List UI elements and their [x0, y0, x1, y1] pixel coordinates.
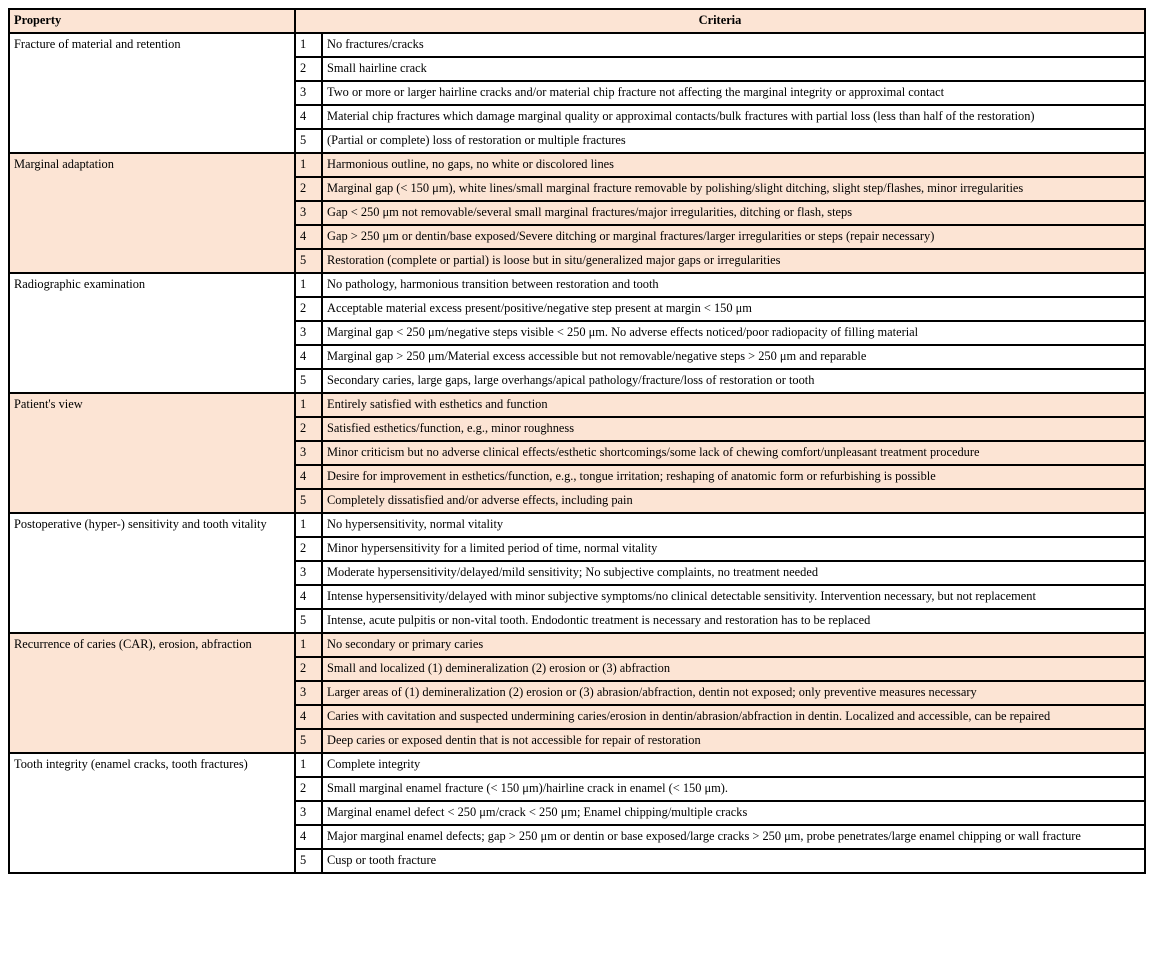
criteria-cell: Intense, acute pulpitis or non-vital tooth. Endodontic treatment is necessary and restoration has to be replaced — [322, 609, 1145, 633]
criteria-cell: No secondary or primary caries — [322, 633, 1145, 657]
criteria-cell: Satisfied esthetics/function, e.g., minor roughness — [322, 417, 1145, 441]
score-cell: 4 — [295, 105, 322, 129]
score-cell: 2 — [295, 297, 322, 321]
header-row — [9, 9, 1145, 33]
criteria-header: Criteria — [295, 9, 1145, 33]
property-cell: Fracture of material and retention — [9, 33, 295, 153]
criteria-cell: Small and localized (1) demineralization (2) erosion or (3) abfraction — [322, 657, 1145, 681]
property-cell: Radiographic examination — [9, 273, 295, 393]
criteria-cell: Marginal gap (< 150 μm), white lines/small marginal fracture removable by polishing/slight ditching, slight step/flashes, minor irregularities — [322, 177, 1145, 201]
score-cell: 3 — [295, 201, 322, 225]
criteria-cell: Gap > 250 μm or dentin/base exposed/Severe ditching or marginal fractures/larger irregularities or steps (repair necessary) — [322, 225, 1145, 249]
property-cell: Postoperative (hyper-) sensitivity and tooth vitality — [9, 513, 295, 633]
score-cell: 4 — [295, 465, 322, 489]
criteria-cell: Cusp or tooth fracture — [322, 849, 1145, 873]
score-cell: 3 — [295, 81, 322, 105]
score-cell: 4 — [295, 345, 322, 369]
score-cell: 1 — [295, 633, 322, 657]
criteria-cell: Gap < 250 μm not removable/several small marginal fractures/major irregularities, ditching or flash, steps — [322, 201, 1145, 225]
score-cell: 4 — [295, 585, 322, 609]
criteria-cell: Marginal gap < 250 μm/negative steps visible < 250 μm. No adverse effects noticed/poor radiopacity of filling material — [322, 321, 1145, 345]
criteria-cell: Completely dissatisfied and/or adverse effects, including pain — [322, 489, 1145, 513]
table-row — [9, 753, 1145, 777]
score-cell: 3 — [295, 321, 322, 345]
score-cell: 5 — [295, 489, 322, 513]
criteria-cell: Secondary caries, large gaps, large overhangs/apical pathology/fracture/loss of restoration or tooth — [322, 369, 1145, 393]
criteria-table — [8, 8, 1146, 874]
table-row — [9, 153, 1145, 177]
score-cell: 1 — [295, 753, 322, 777]
score-cell: 4 — [295, 225, 322, 249]
criteria-cell: Acceptable material excess present/positive/negative step present at margin < 150 μm — [322, 297, 1145, 321]
score-cell: 5 — [295, 129, 322, 153]
criteria-cell: Entirely satisfied with esthetics and function — [322, 393, 1145, 417]
criteria-cell: Desire for improvement in esthetics/function, e.g., tongue irritation; reshaping of anatomic form or refurbishing is possible — [322, 465, 1145, 489]
criteria-cell: Minor hypersensitivity for a limited period of time, normal vitality — [322, 537, 1145, 561]
score-cell: 4 — [295, 825, 322, 849]
table-row — [9, 633, 1145, 657]
criteria-cell: Material chip fractures which damage marginal quality or approximal contacts/bulk fractures with partial loss (less than half of the restoration) — [322, 105, 1145, 129]
score-cell: 1 — [295, 153, 322, 177]
score-cell: 1 — [295, 393, 322, 417]
criteria-cell: No fractures/cracks — [322, 33, 1145, 57]
criteria-cell: Two or more or larger hairline cracks and/or material chip fracture not affecting the marginal integrity or approximal contact — [322, 81, 1145, 105]
table-row — [9, 273, 1145, 297]
table-row — [9, 513, 1145, 537]
score-cell: 1 — [295, 33, 322, 57]
score-cell: 2 — [295, 177, 322, 201]
score-cell: 5 — [295, 249, 322, 273]
score-cell: 3 — [295, 681, 322, 705]
score-cell: 2 — [295, 777, 322, 801]
score-cell: 5 — [295, 369, 322, 393]
criteria-cell: Small marginal enamel fracture (< 150 μm)/hairline crack in enamel (< 150 μm). — [322, 777, 1145, 801]
criteria-cell: Minor criticism but no adverse clinical effects/esthetic shortcomings/some lack of chewing comfort/unpleasant treatment procedure — [322, 441, 1145, 465]
score-cell: 5 — [295, 729, 322, 753]
criteria-cell: Moderate hypersensitivity/delayed/mild sensitivity; No subjective complaints, no treatment needed — [322, 561, 1145, 585]
property-cell: Tooth integrity (enamel cracks, tooth fractures) — [9, 753, 295, 873]
property-cell: Recurrence of caries (CAR), erosion, abfraction — [9, 633, 295, 753]
score-cell: 2 — [295, 657, 322, 681]
criteria-cell: Harmonious outline, no gaps, no white or discolored lines — [322, 153, 1145, 177]
score-cell: 3 — [295, 441, 322, 465]
criteria-cell: Deep caries or exposed dentin that is not accessible for repair of restoration — [322, 729, 1145, 753]
criteria-cell: No pathology, harmonious transition between restoration and tooth — [322, 273, 1145, 297]
criteria-cell: Marginal gap > 250 μm/Material excess accessible but not removable/negative steps > 250 μm and reparable — [322, 345, 1145, 369]
table-row — [9, 393, 1145, 417]
criteria-cell: Complete integrity — [322, 753, 1145, 777]
score-cell: 2 — [295, 417, 322, 441]
criteria-cell: (Partial or complete) loss of restoration or multiple fractures — [322, 129, 1145, 153]
criteria-cell: No hypersensitivity, normal vitality — [322, 513, 1145, 537]
score-cell: 4 — [295, 705, 322, 729]
property-cell: Marginal adaptation — [9, 153, 295, 273]
table-body — [9, 33, 1145, 873]
score-cell: 1 — [295, 273, 322, 297]
criteria-cell: Intense hypersensitivity/delayed with minor subjective symptoms/no clinical detectable sensitivity. Intervention necessary, but not replacement — [322, 585, 1145, 609]
property-cell: Patient's view — [9, 393, 295, 513]
property-header: Property — [9, 9, 295, 33]
criteria-cell: Marginal enamel defect < 250 μm/crack < 250 μm; Enamel chipping/multiple cracks — [322, 801, 1145, 825]
score-cell: 5 — [295, 609, 322, 633]
criteria-cell: Larger areas of (1) demineralization (2) erosion or (3) abrasion/abfraction, dentin not exposed; only preventive measures necessary — [322, 681, 1145, 705]
score-cell: 2 — [295, 537, 322, 561]
criteria-cell: Small hairline crack — [322, 57, 1145, 81]
score-cell: 3 — [295, 561, 322, 585]
score-cell: 5 — [295, 849, 322, 873]
score-cell: 2 — [295, 57, 322, 81]
table-row — [9, 33, 1145, 57]
score-cell: 1 — [295, 513, 322, 537]
score-cell: 3 — [295, 801, 322, 825]
criteria-cell: Major marginal enamel defects; gap > 250 μm or dentin or base exposed/large cracks > 250 μm, probe penetrates/large enamel chipping or wall fracture — [322, 825, 1145, 849]
criteria-cell: Caries with cavitation and suspected undermining caries/erosion in dentin/abrasion/abfraction in dentin. Localized and accessible, can be repaired — [322, 705, 1145, 729]
criteria-cell: Restoration (complete or partial) is loose but in situ/generalized major gaps or irregularities — [322, 249, 1145, 273]
